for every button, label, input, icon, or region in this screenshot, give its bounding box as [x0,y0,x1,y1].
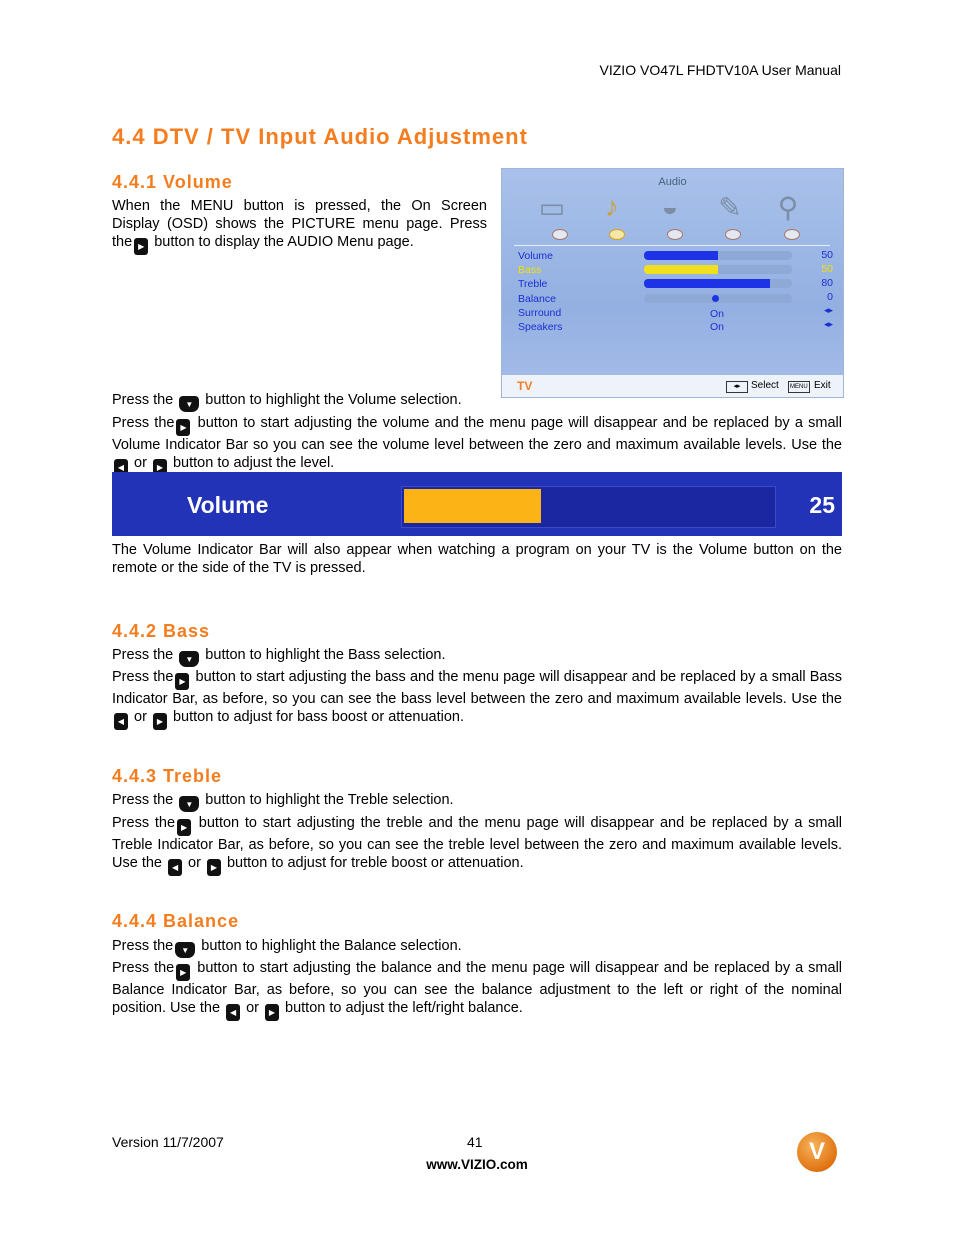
footer-url: www.VIZIO.com [426,1157,528,1172]
left-right-arrow-icon: ◂▸ [823,305,833,315]
volume-paragraph-2: Press the ▼ button to highlight the Volume selection. [112,391,512,412]
balance-heading: 4.4.4 Balance [112,911,240,931]
bass-paragraph-2: Press the ▶ button to start adjusting the bass and the menu page will disappear and be replaced by a small Bass Indicator Bar, as before, so you can see the bass level between the zero and maximum available levels. Use the ◀ or ▶ button to adjust for bass boost or attenuation. [112,668,842,730]
audio-speaker-icon: ♪ [605,191,619,222]
right-button-icon: ▶ [153,713,167,730]
section-title: 4.4 DTV / TV Input Audio Adjustment [112,124,528,149]
down-button-icon: ▼ [179,796,199,812]
right-button-icon: ▶ [265,1004,279,1021]
left-right-arrow-icon: ◂▸ [823,319,833,329]
volume-indicator-bar [112,472,842,536]
treble-paragraph-2: Press the ▶ button to start adjusting the treble and the menu page will disappear and be replaced by a small Treble Indicator Bar, as before, so you can see the treble level between the zero and maximum available levels. Use the ◀ or ▶ button to adjust for treble boost or attenuation. [112,814,842,876]
osd-balance-bar [644,294,792,303]
chevron-down-icon [667,229,683,240]
volume-paragraph-1: When the MENU button is pressed, the On Screen Display (OSD) shows the PICTURE menu page. Press the ▶ button to display the AUDIO Menu page. [112,197,487,255]
osd-bass-bar [644,265,792,274]
osd-select-label: Select [751,380,779,391]
bass-paragraph-1: Press the ▼ button to highlight the Bass selection. [112,646,842,667]
vizio-logo-letter: V [808,1138,825,1165]
osd-volume-fill [644,251,718,260]
osd-bass-value: 50 [821,263,833,275]
osd-balance-value: 0 [827,291,833,303]
down-button-icon: ▼ [179,651,199,667]
left-button-icon: ◀ [226,1004,240,1021]
audio-osd-screenshot [501,168,844,398]
picture-tv-icon: ▭ [538,192,566,223]
balance-paragraph-2: Press the ▶ button to start adjusting the balance and the menu page will disappear and be replaced by a small Balance Indicator Bar, as before, so you can see the balance adjustment to the left or right of the nominal position. Use the ◀ or ▶ button to adjust the left/right balance. [112,959,842,1021]
footer-version: Version 11/7/2007 [112,1134,224,1150]
osd-title: Audio [658,176,687,188]
osd-speakers-value: On [710,321,725,333]
osd-footer [502,375,843,397]
chevron-down-icon [609,229,625,240]
volume-heading: 4.4.1 Volume [112,172,233,192]
volume-indicator-track [401,486,776,528]
volume-indicator-value: 25 [809,492,835,518]
chevron-down-icon [552,229,568,240]
osd-volume-bar [644,251,792,260]
osd-volume-value: 50 [821,249,833,261]
right-button-icon: ▶ [175,673,189,690]
osd-treble-fill [644,279,770,288]
chevron-down-icon [784,229,800,240]
osd-balance-dot [712,295,719,302]
vizio-logo [797,1132,837,1172]
treble-paragraph-1: Press the ▼ button to highlight the Treble selection. [112,791,842,812]
osd-exit-label: Exit [814,380,831,391]
treble-heading: 4.4.3 Treble [112,766,223,786]
osd-bass-fill [644,265,718,274]
chevron-down-icon [725,229,741,240]
right-button-icon: ▶ [176,419,190,436]
right-button-icon: ▶ [153,459,167,476]
osd-icon-row [532,191,832,241]
balance-paragraph-1: Press the ▼ button to highlight the Balance selection. [112,937,842,958]
osd-row-speakers: Speakers [518,321,563,333]
down-button-icon: ▼ [179,396,199,412]
magnifier-icon: ⚲ [777,192,799,223]
volume-paragraph-3: Press the ▶ button to start adjusting the volume and the menu page will disappear and be replaced by a small Volume Indicator Bar so you can see the volume level between the zero and maximum available levels. Use the ◀ or ▶ button to adjust the level. [112,414,842,476]
right-button-icon: ▶ [177,819,191,836]
wrench-icon: ✎ [718,192,742,223]
right-button-icon: ▶ [207,859,221,876]
right-button-icon: ▶ [176,964,190,981]
volume-indicator-fill [404,489,541,523]
osd-input-label: TV [517,379,533,393]
satellite-dish-icon: ◒ [661,191,679,222]
down-button-icon: ▼ [175,942,195,958]
nav-buttons-icon: ◂▸ [726,381,748,393]
osd-treble-bar [644,279,792,288]
manual-title: VIZIO VO47L FHDTV10A User Manual [599,62,841,78]
right-button-icon: ▶ [134,238,148,255]
left-button-icon: ◀ [114,459,128,476]
page-number: 41 [467,1134,483,1150]
osd-row-bass: Bass [518,264,542,276]
osd-row-surround: Surround [518,307,562,319]
volume-paragraph-4: The Volume Indicator Bar will also appear when watching a program on your TV is the Volume button on the remote or the side of the TV is pressed. [112,542,842,576]
left-button-icon: ◀ [168,859,182,876]
osd-row-volume: Volume [518,250,554,262]
left-button-icon: ◀ [114,713,128,730]
bass-heading: 4.4.2 Bass [112,621,211,641]
osd-row-balance: Balance [518,293,556,305]
osd-surround-value: On [710,308,725,320]
osd-row-treble: Treble [518,278,548,290]
osd-divider [514,245,830,246]
volume-indicator-label: Volume [187,492,269,518]
menu-key-icon: MENU [788,381,810,393]
osd-treble-value: 80 [821,277,833,289]
